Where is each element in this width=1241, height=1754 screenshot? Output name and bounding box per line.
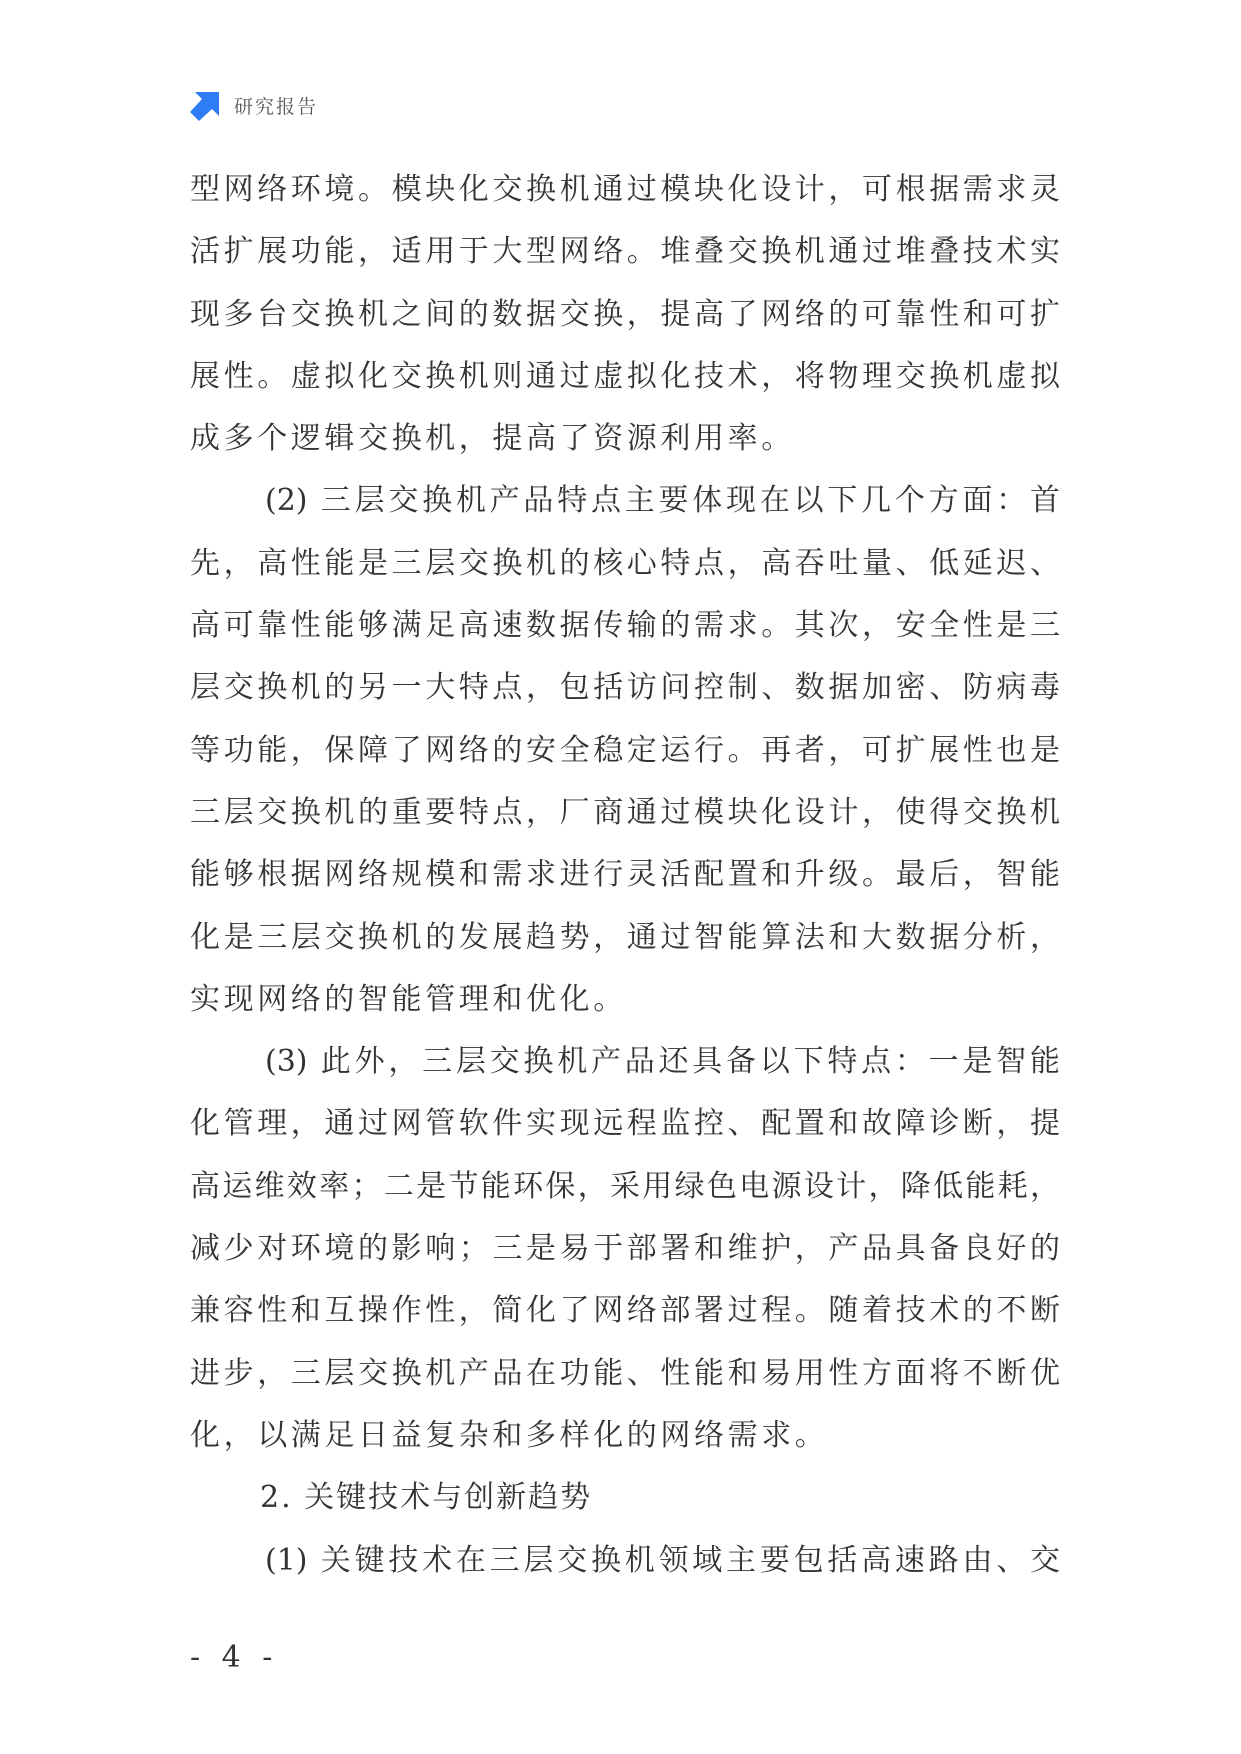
text-line: 层交换机的另一大特点，包括访问控制、数据加密、防病毒: [190, 670, 1060, 706]
text-line: 实现网络的智能管理和优化。: [190, 981, 627, 1017]
text-line: 成多个逻辑交换机，提高了资源利用率。: [190, 421, 795, 457]
text-line: 进步，三层交换机产品在功能、性能和易用性方面将不断优: [190, 1355, 1060, 1391]
arrow-up-right-icon: [190, 89, 222, 121]
text-line: 化是三层交换机的发展趋势，通过智能算法和大数据分析，: [190, 919, 1060, 955]
text-line: 高运维效率；二是节能环保，采用绿色电源设计，降低能耗，: [190, 1168, 1060, 1204]
text-line: 等功能，保障了网络的安全稳定运行。再者，可扩展性也是: [190, 732, 1060, 768]
paragraph-start-line: (2) 三层交换机产品特点主要体现在以下几个方面：首: [265, 483, 1060, 519]
paragraph-start-line: (3) 此外，三层交换机产品还具备以下特点：一是智能: [265, 1044, 1060, 1080]
text-line: 活扩展功能，适用于大型网络。堆叠交换机通过堆叠技术实: [190, 234, 1060, 270]
text-line: 三层交换机的重要特点，厂商通过模块化设计，使得交换机: [190, 794, 1060, 830]
report-header: [190, 88, 318, 122]
text-line: 现多台交换机之间的数据交换，提高了网络的可靠性和可扩: [190, 296, 1060, 332]
text-line: 能够根据网络规模和需求进行灵活配置和升级。最后，智能: [190, 857, 1060, 893]
text-line: 兼容性和互操作性，简化了网络部署过程。随着技术的不断: [190, 1293, 1060, 1329]
text-line: 化，以满足日益复杂和多样化的网络需求。: [190, 1417, 829, 1453]
text-line: 展性。虚拟化交换机则通过虚拟化技术，将物理交换机虚拟: [190, 358, 1060, 394]
text-line: 化管理，通过网管软件实现远程监控、配置和故障诊断，提: [190, 1106, 1060, 1142]
text-line: 减少对环境的影响；三是易于部署和维护，产品具备良好的: [190, 1231, 1060, 1267]
paragraph-start-line: (1) 关键技术在三层交换机领域主要包括高速路由、交: [265, 1542, 1060, 1578]
section-heading: 2. 关键技术与创新趋势: [260, 1480, 593, 1516]
text-line: 先，高性能是三层交换机的核心特点，高吞吐量、低延迟、: [190, 545, 1060, 581]
text-line: 高可靠性能够满足高速数据传输的需求。其次，安全性是三: [190, 608, 1060, 644]
text-line: 型网络环境。模块化交换机通过模块化设计，可根据需求灵: [190, 172, 1060, 207]
body-text: [190, 159, 1060, 1592]
page-number: - 4 -: [190, 1640, 279, 1675]
header-title: 研究报告: [234, 95, 319, 118]
